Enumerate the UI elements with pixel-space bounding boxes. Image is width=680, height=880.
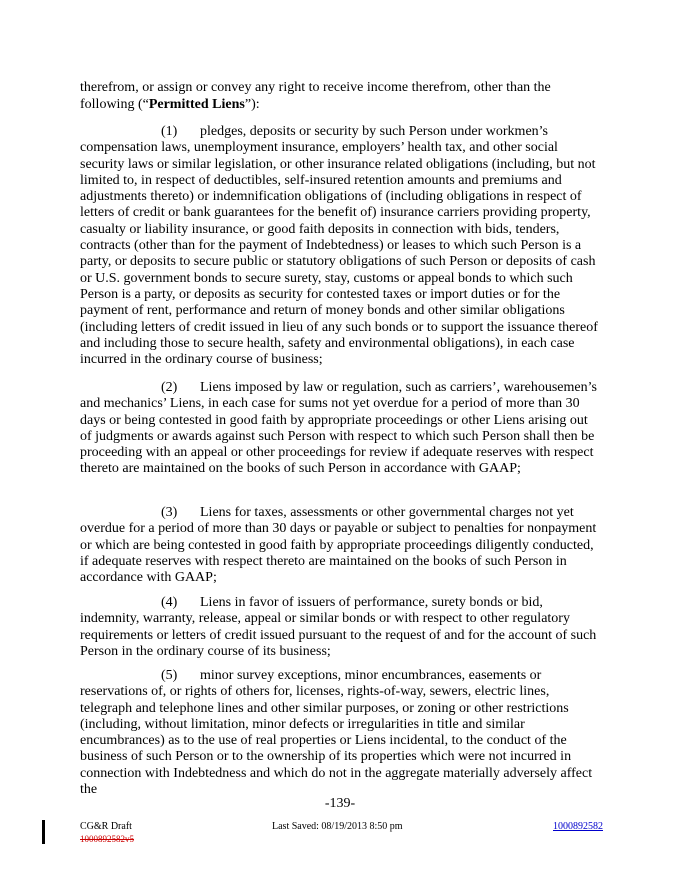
footer-doc-id — [553, 821, 603, 833]
page-number: -139- — [324, 796, 356, 811]
list-item — [80, 380, 602, 478]
item-number: (3) — [161, 505, 178, 520]
item-number: (1) — [161, 124, 178, 139]
item-number: (4) — [161, 595, 178, 610]
footer-doc-id-link[interactable]: 1000892582 — [553, 821, 603, 832]
list-item — [80, 505, 602, 586]
revision-change-bar — [42, 820, 45, 844]
item-number: (5) — [161, 668, 178, 683]
item-text: Liens in favor of issuers of performance, surety bonds or bid, indemnity, warranty, release, appeal or similar bonds or with respect to other regulatory requirements or letters of credit issued pursuant to the request of and for the account of such Person in the ordinary course of its business; — [80, 595, 597, 659]
list-item — [80, 595, 602, 660]
intro-text-after: ”): — [244, 97, 260, 113]
item-text: minor survey exceptions, minor encumbrances, easements or reservations of, or rights of others for, licenses, rights-of-way, sewers, electric lines, telegraph and telephone lines and other similar purposes, or zoning or other restrictions (including, without limitation, minor defects or irregularities in title and similar encumbrances) as to the use of real properties or Liens incidental, to the conduct of the business of such Person or to the ownership of its properties which were not incurred in connection with Indebtedness and which do not in the aggregate materially adversely affect the — [80, 668, 593, 798]
footer-draft-text: CG&R Draft — [80, 821, 132, 832]
intro-paragraph — [80, 79, 602, 113]
footer-draft-label — [80, 821, 134, 845]
item-number: (2) — [161, 380, 178, 395]
item-text: pledges, deposits or security by such Person under workmen’s compensation laws, unemployment insurance, employers’ health tax, and other social security laws or similar legislation, or other insurance related obligations (including, but not limited to, in respect of deductibles, self-insured retention amounts and premiums and adjustments thereto) or indemnification obligations of (including obligations in respect of letters of credit or bank guarantees for the benefit of) insurance carriers providing property, casualty or liability insurance, or good faith deposits in connection with bids, tenders, contracts (other than for the payment of Indebtedness) or leases to which such Person is a party, or deposits to secure public or statutory obligations of such Person or deposits of cash or U.S. government bonds to secure surety, stay, customs or appeal bonds to which such Person is a party, or deposits as security for contested taxes or import duties or for the payment of rent, performance and return of money bonds and other similar obligations (including letters of credit issued in lieu of any such bonds or to support the issuance thereof and including those to secure health, safety and environmental obligations), in each case incurred in the ordinary course of business; — [80, 124, 598, 368]
list-item — [80, 124, 602, 368]
list-item — [80, 668, 602, 798]
permitted-liens-term: Permitted Liens — [148, 97, 245, 113]
intro-text-before: therefrom, or assign or convey any right to receive income therefrom, other than the following (“ — [80, 80, 551, 113]
footer-deleted-doc-id: 1000892582v5 — [80, 834, 134, 844]
item-text: Liens for taxes, assessments or other governmental charges not yet overdue for a period of more than 30 days or payable or subject to penalties for nonpayment or which are being contested in good faith by appropriate proceedings diligently conducted, if adequate reserves with respect thereto are maintained on the books of such Person in accordance with GAAP; — [80, 505, 597, 586]
footer-last-saved: Last Saved: 08/19/2013 8:50 pm — [272, 821, 403, 832]
item-text: Liens imposed by law or regulation, such as carriers’, warehousemen’s and mechanics’ Liens, in each case for sums not yet overdue for a period of more than 30 days or being contested in good faith by appropriate proceedings or other Liens arising out of judgments or awards against such Person with respect to which such Person shall then be proceeding with an appeal or other proceedings for review if adequate reserves with respect thereto are maintained on the books of such Person in accordance with GAAP; — [80, 380, 597, 477]
